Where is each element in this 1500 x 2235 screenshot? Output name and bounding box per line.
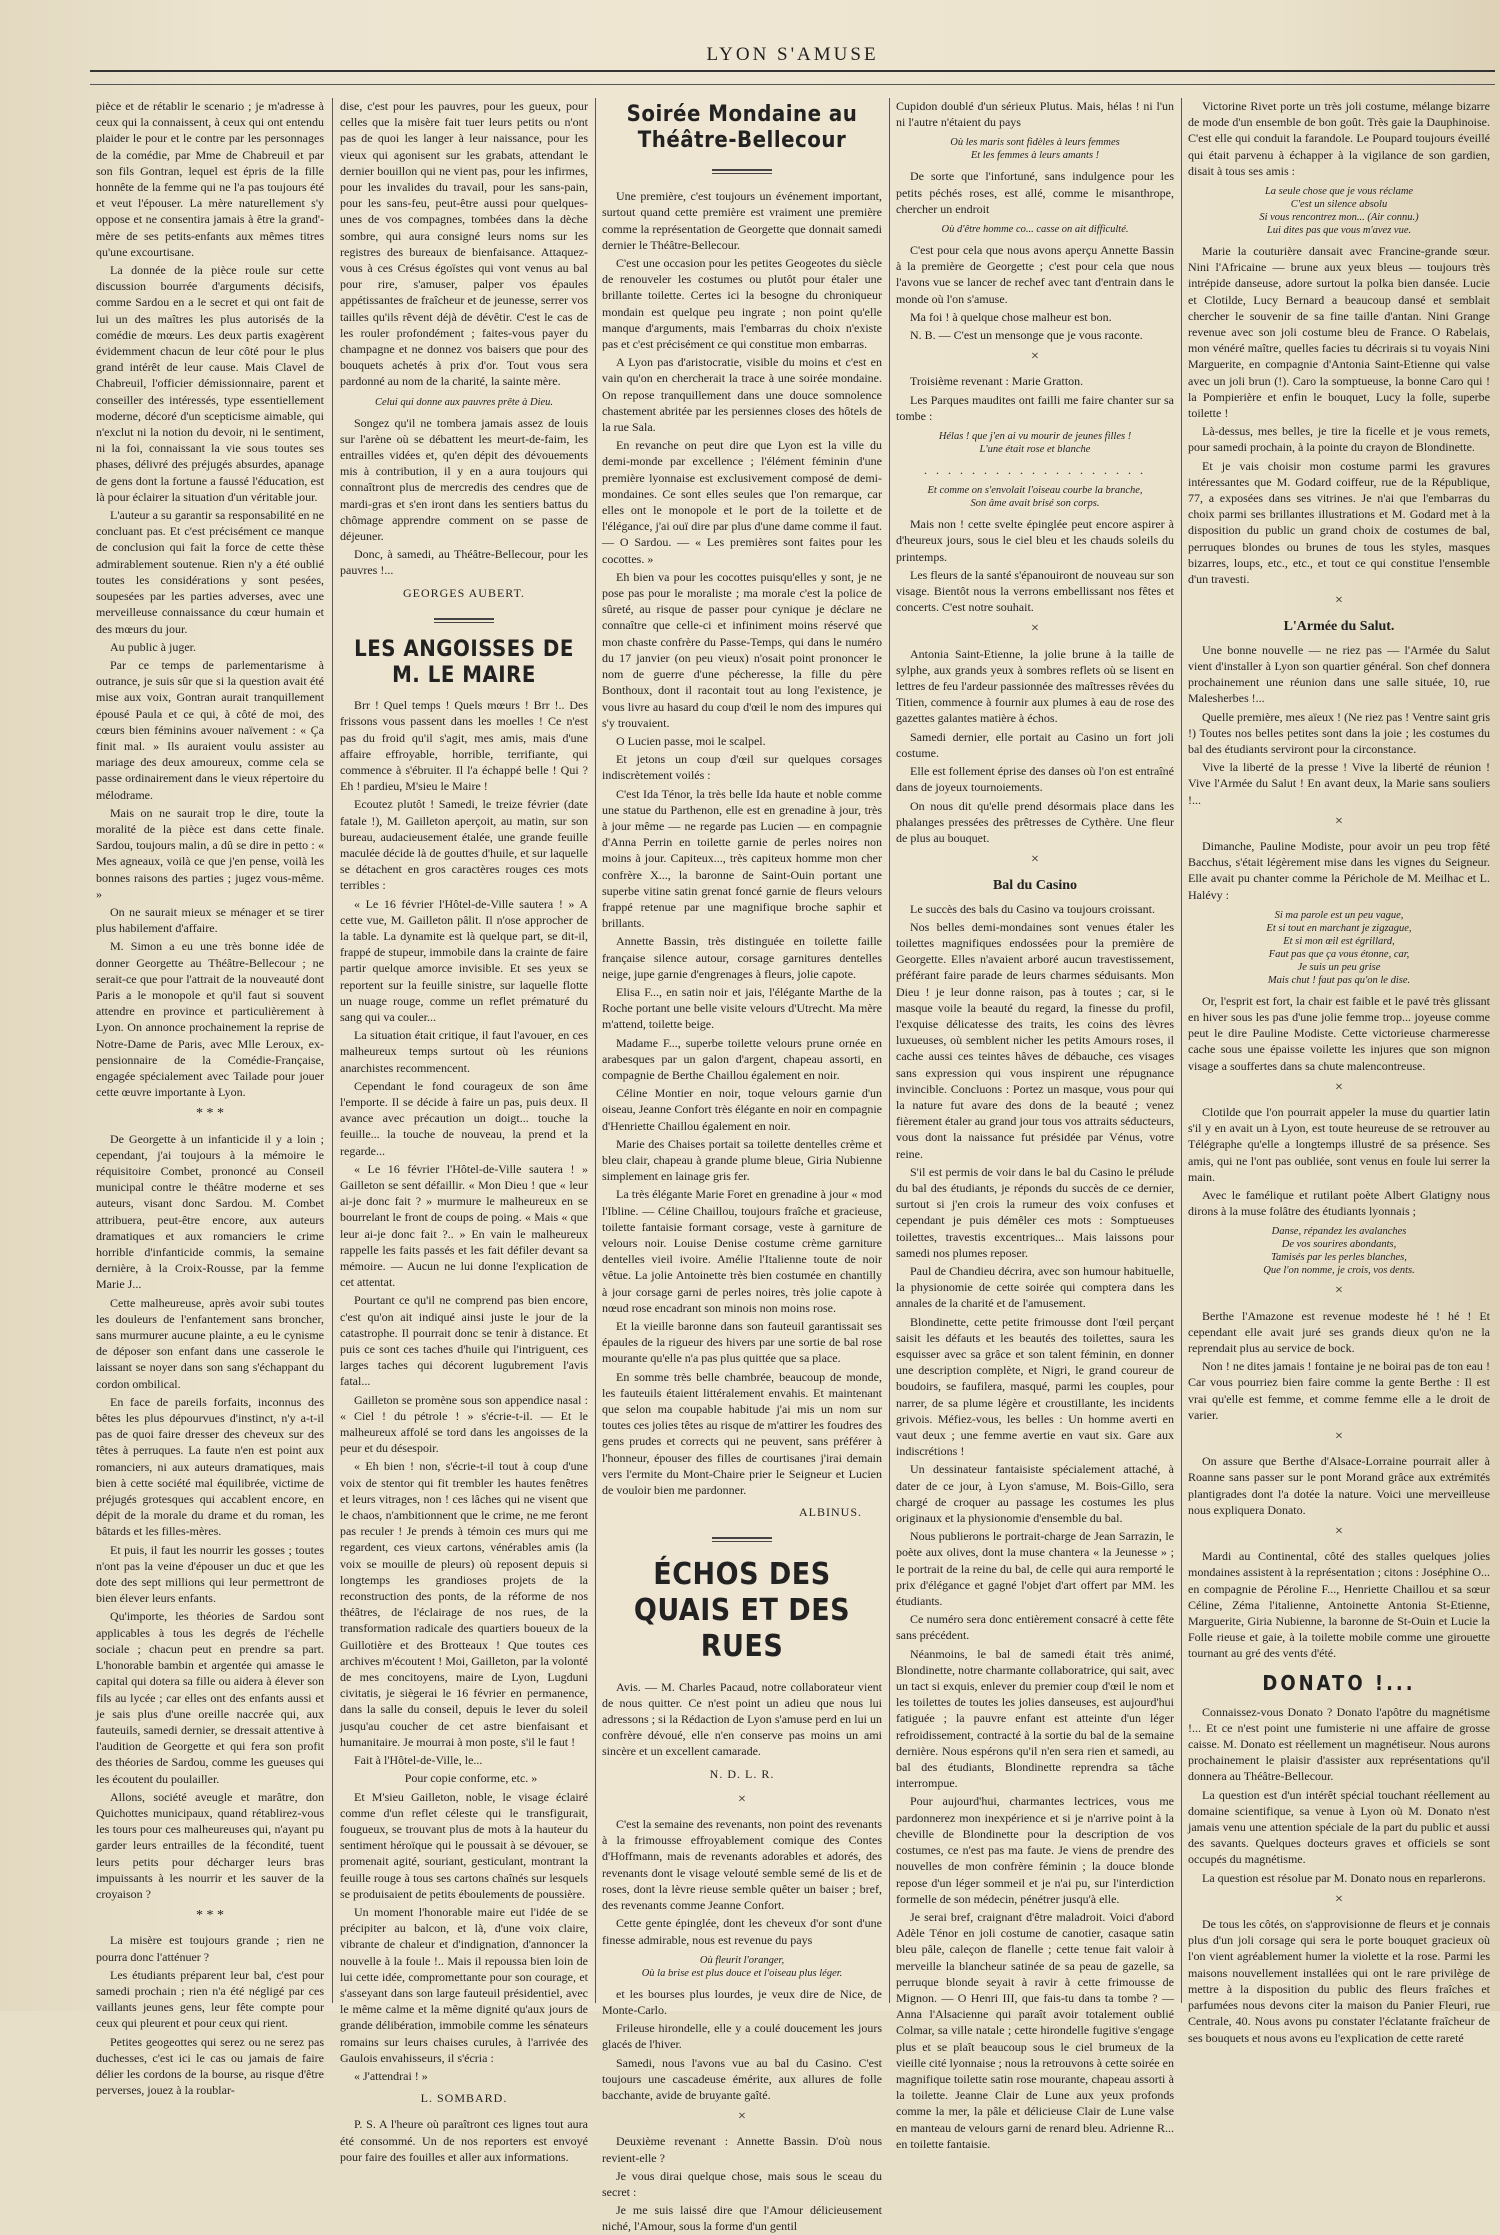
paragraph: De tous les côtés, on s'approvisionne de fleurs et je connais plus d'un joli corsage qui sera le porte bouquet gracieux où l'on vient agréablement humer la violette et la rose. Parmi les maisons nouvellement installées qui ont le rare privilège de mettre à la disposition du public des fleurs fraîches et parfumées nous devons citer la maison du Panier Fleuri, rue Centrale, 40. Nous avons pu constater l'éclatante fraîcheur de ses bouquets et nous avons eu l'explication de cette rareté: [1188, 1917, 1490, 2045]
section-title: DONATO !...: [1262, 1670, 1416, 1695]
section-subtitle: L'Armée du Salut.: [1283, 619, 1395, 635]
paragraph: Elisa F..., en satin noir et jais, l'élégante Marthe de la Roche portant une belle visite velours d'Utrecht. Ma mère m'attend, toilette beige.: [602, 984, 882, 1032]
paragraph: Madame F..., superbe toilette velours prune ornée en arabesques par un galon d'argent, chapeau assorti, en compagnie de Berthe Chaillou également en noir.: [602, 1035, 882, 1082]
section-subtitle: Bal du Casino: [992, 878, 1078, 894]
paragraph: Vive la liberté de la presse ! Vive la liberté de réunion ! Vive l'Armée du Salut ! En avant deux, la Marie sans souliers !...: [1188, 760, 1490, 807]
verse: Danse, répandez les avalanches De vos sourires abondants, Tamisés par les perles blanches, Que l'on nomme, je crois, vos dents.: [1263, 1226, 1415, 1277]
paragraph: En face de pareils forfaits, inconnus des bêtes les plus dépourvues d'instinct, n'y a-t-il pas de quoi faire dresser des cheveux sur des têtes à perruques. La faute n'en est point aux romanciers, ni aux auteurs dramatiques, mais bien à cette société mal équilibrée, victime de préjugés grotesques qui accablent encore, en dépit de la morale du drame et du roman, les bâtards et les filles-mères.: [96, 1394, 324, 1539]
masthead-rule-thin: [90, 84, 1495, 85]
paragraph: Frileuse hirondelle, elle y a coulé doucement les jours glacés de l'hiver.: [602, 2021, 882, 2052]
paragraph: On nous dit qu'elle prend désormais place dans les phalanges pressées des prêtresses de Cythère. Une fleur de plus au bouquet.: [896, 798, 1174, 845]
paragraph: Les Parques maudites ont failli me faire chanter sur sa tombe :: [896, 392, 1174, 423]
editor-signature: N. D. L. R.: [709, 1766, 775, 1781]
verse: Hélas ! que j'en ai vu mourir de jeunes filles ! L'une était rose et blanche: [938, 431, 1132, 456]
paragraph: Quelle première, mes aïeux ! (Ne riez pas ! Ventre saint gris !) Toutes nos belles petites sont dans la joie ; les costumes du bal des étudiants serviront pour la circonstance.: [1188, 709, 1490, 756]
separator-cross: ×: [738, 2109, 746, 2125]
separator-ornament: * * *: [196, 1908, 224, 1924]
paragraph: pièce et de rétablir le scenario ; je m'adresse à ceux qui la connaissent, à ceux qui ont entendu plaider le pour et le contre par les personnages de la comédie, par Mme de Chabreuil et par son fils Gontran, lequel est épris de la fille honnête de la femme qui ne l'a pas toujours été et veut l'épouser. La mère naturellement s'y oppose et ne consentira jamais à être la grand'-mère de ses petits-enfants aux mêmes titres qu'une excourtisane.: [96, 99, 324, 259]
masthead-rule: [90, 70, 1495, 72]
paragraph: Fait à l'Hôtel-de-Ville, le...: [354, 1753, 483, 1768]
paragraph: P. S. A l'heure où paraîtront ces lignes tout aura été consommé. Un de nos reporters est envoyé pour faire des fouilles et aller aux informations.: [340, 2117, 588, 2164]
paragraph: Samedi, nous l'avons vue au bal du Casino. C'est toujours une cascadeuse émérite, aux allures de folle bacchante, avide de bruyante gaîté.: [602, 2055, 882, 2102]
paragraph: Cupidon doublé d'un sérieux Plutus. Mais, hélas ! ni l'un ni l'autre n'étaient du pays: [896, 99, 1174, 130]
paragraph: On assure que Berthe d'Alsace-Lorraine pourrait aller à Roanne sans passer sur le pont Morand grâce aux extrémités plantigrades dont l'a dotée la nature. Voici une merveilleuse nous expliquera Donato.: [1188, 1454, 1490, 1517]
paragraph: Avec le famélique et rutilant poète Albert Glatigny nous dirons à la muse folâtre des étudiants lyonnais ;: [1188, 1187, 1490, 1219]
paragraph: Un dessinateur fantaisiste spécialement attaché, à dater de ce jour, à Lyon s'amuse, M. Bois-Gillo, sera chargé de croquer au passage les costumes les plus originaux et la physionomie d'ensemble du bal.: [896, 1462, 1174, 1526]
paragraph: Victorine Rivet porte un très joli costume, mélange bizarre de mode d'un ensemble de bon goût. Très gaie la Dauphinoise. C'est elle qui conduit la farandole. Le Poupard toujours éveillé qui était parvenu à échapper à la vigilance de son gardien, disait à tous ses amis :: [1188, 99, 1490, 178]
paragraph: C'est la semaine des revenants, non point des revenants à la frimousse effroyablement comique des Contes d'Hoffmann, mais de revenants adorables et adorés, des revenants dont le visage velouté semble semé de lis et de roses, dont la lèvre rieuse semble quêter un baiser ; bref, des revenants comme Jeanne Confort.: [602, 1817, 882, 1913]
paragraph: En somme très belle chambrée, beaucoup de monde, les fauteuils étaient littéralement envahis. Et maintenant que selon ma coupable habitude j'ai mis un nom sur toutes ces jolies têtes au risque de m'attirer les foudres des gens prudes et corrects qui ne peuvent, sans préférer à l'honneur, épouser des filles de courtisanes j'irai demain vers l'ermite du Mont-Chaire prier le Seigneur et Lucien de vouloir bien me pardonner.: [602, 1369, 882, 1498]
paragraph: C'est une occasion pour les petites Geogeotes du siècle de renouveler les costumes ou plutôt pour étaler une brillante toilette. Certes ici la besogne du chroniqueur mondain est quelque peu ingrate ; non point qu'elle manque d'arguments, mais l'embarras du choix n'existe pas et c'est précisément ce qui constitue mon embarras.: [602, 256, 882, 352]
paragraph: Brr ! Quel temps ! Quels mœurs ! Brr !.. Des frissons vous passent dans les moelles ! Ce n'est pas du froid qu'il s'agit, mes amis, mais d'une affaire effroyable, horrible, terrifiante, qui commence à s'ébruiter. Il l'a échappé belle ! Qui ? Eh ! pardieu, M'sieu le Maire !: [340, 698, 588, 794]
paragraph: La misère est toujours grande ; rien ne pourra donc l'atténuer ?: [96, 1933, 324, 1964]
paragraph: Deuxième revenant : Annette Bassin. D'où nous revient-elle ?: [602, 2134, 882, 2165]
separator-cross: ×: [1031, 349, 1039, 365]
paragraph: Je me suis laissé dire que l'Amour délicieusement niché, l'Amour, sous la forme d'un gentil: [602, 2203, 882, 2234]
paragraph: Blondinette, cette petite frimousse dont l'œil perçant saisit les défauts et les beautés des toilettes, saura les esquisser avec sa grâce et son talent féminin, en donner une description complète, et Nigri, le grand coureur de boudoirs, se faufilera, masqué, parmi les couples, pour narrer, de sa plume légère et croustillante, les incidents grivois. Méfiez-vous, les belles : Un homme averti en vaut deux ; une femme avertie en vaut six. Gare aux indiscrétions !: [896, 1314, 1174, 1459]
paragraph: Et la vieille baronne dans son fauteuil garantissait ses épaules de la rigueur des hivers par une sortie de bal rose mourante qu'elle n'a pas plus quittée que sa place.: [602, 1319, 882, 1366]
paragraph: Et puis, il faut les nourrir les gosses ; toutes n'ont pas la veine d'épouser un duc et que les dote des sept millions qui leur permettront de bien élever leurs enfants.: [96, 1542, 324, 1606]
article-title: LES ANGOISSES DE M. LE MAIRE: [354, 637, 574, 689]
paragraph: Qu'importe, les théories de Sardou sont applicables à tous les degrés de l'échelle sociale ; chacun peut en prendre sa part. L'honorable bambin et argentée qui amasse le capital qui dotera sa fille ou aidera à élever son fils au lycée ; car elles ont des enfants aussi et je sais plus d'une oreille naccrée qui, aux fauteuils, samedi dernier, se dressait attentive à l'audition de Georgette et qui fera son profit des théories de Sardou, comme les gueuses qui les écoutent du poulailler.: [96, 1609, 324, 1786]
paragraph: L'auteur a su garantir sa responsabilité en ne concluant pas. Et c'est précisément ce manque de conclusion qui fait la force de cette thèse admirablement soutenue. Rien n'y a été oublié toutes les considérations y sont pesées, soupesées par les parties adverses, avec une merveilleuse connaissance du cœur humain et des mœurs du jour.: [96, 508, 324, 636]
paragraph: Ma foi ! à quelque chose malheur est bon.: [910, 309, 1112, 324]
paragraph: Gailleton se promène sous son appendice nasal : « Ciel ! du pétrole ! » s'écrie-t-il. — Et le malheureux affolé se tord dans les angoisses de la peur et du désespoir.: [340, 1392, 588, 1456]
paragraph: Les fleurs de la santé s'épanouiront de nouveau sur son visage. Bientôt nous la verrons embellissant nos fêtes et concerts. C'est notre souhait.: [896, 567, 1174, 615]
paragraph: Pour aujourd'hui, charmantes lectrices, vous me pardonnerez mon inexpérience et si je n'arrive point à la cheville de Blondinette pour la description de vos costumes, ce n'est pas ma faute. Je viens de prendre des nouvelles de mon confrère féminin ; la douce blonde repose d'un léger sommeil et je n'ai pu, sur l'interdiction formelle de son médecin, pénétrer jusqu'à elle.: [896, 1794, 1174, 1906]
paragraph: La question est d'un intérêt spécial touchant réellement au domaine scientifique, sa venue à Lyon où M. Donato n'est jamais venu une attention spéciale de la part du public et aussi des savants. Quelques docteurs graves et officiels se sont occupés du magnétisme.: [1188, 1787, 1490, 1867]
paragraph: Elle est follement éprise des danses où l'on est entraîné dans de joyeux tournoiements.: [896, 764, 1174, 795]
paragraph: Dimanche, Pauline Modiste, pour avoir un peu trop fêté Bacchus, s'était légèrement mise dans les vignes du Seigneur. Elle avait pu chanter comme la Périchole de M. Meilhac et L. Halévy :: [1188, 838, 1490, 902]
paragraph: « J'attendrai ! »: [354, 2068, 428, 2083]
paragraph: La donnée de la pièce roule sur cette discussion bourrée d'arguments décisifs, comme Sardou en a le secret et qui ont fait de lui un des maîtres les plus autorisés de la comédie de mœurs. Les deux partis exagèrent évidemment chacun de leur côté pour le plus grand intérêt de leur cause. Mais Clavel de Chabreuil, l'officier démissionnaire, parent et conseiller des intéressés, type essentiellement moderne, décoré d'un scepticisme aimable, qui n'exclut ni la notion du devoir, ni le sentiment, ni la foi, connaissant la vie sous toutes ses phases, délivré des préjugés absurdes, apanage de gens dont la fortune a faussé l'éducation, est là pour éclairer la situation d'un véritable jour.: [96, 263, 324, 504]
column-4: [896, 98, 1174, 2151]
paragraph: Le succès des bals du Casino va toujours croissant.: [910, 901, 1155, 916]
paragraph: N. B. — C'est un mensonge que je vous raconte.: [910, 328, 1143, 343]
paragraph: Paul de Chandieu décrira, avec son humour habituelle, la physionomie de cette soirée qui comptera dans les annales de la charité et de l'amusement.: [896, 1263, 1174, 1311]
paragraph: Or, l'esprit est fort, la chair est faible et le pavé très glissant en hiver sous les pas d'une jolie femme trop... joyeuse comme peut le dire Pauline Modiste. Cette victorieuse charmeresse cache sous une épaisse voilette les injures que son mignon visage a souffertes dans sa chute malencontreuse.: [1188, 993, 1490, 1073]
verse: Où d'être homme co... casse on ait difficulté.: [941, 224, 1129, 236]
column-2: [340, 98, 588, 2164]
separator-cross: ×: [1335, 1891, 1343, 1907]
paragraph: La question est résolue par M. Donato nous en reparlerons.: [1202, 1870, 1486, 1885]
column-divider: [889, 98, 890, 2003]
paragraph: Ecoutez plutôt ! Samedi, le treize février (date fatale !), M. Gailleton aperçoit, au matin, sur son bureau, audacieusement étalée, une grande feuille maculée décide là de gouttes d'huile, et sur laquelle se détachent en gros caractères rouges ces mots terribles :: [340, 797, 588, 893]
separator-ornament: [602, 1530, 882, 1546]
paragraph: Cette malheureuse, après avoir subi toutes les douleurs de l'enfantement sans broncher, sans murmurer aucune plainte, a eu le cynisme de déposer son enfant dans une casserole le laissant se noyer dans son sang s'échappant du cordon ombilical.: [96, 1295, 324, 1391]
separator-cross: ×: [1031, 621, 1039, 637]
paragraph: Je vous dirai quelque chose, mais sous le sceau du secret :: [602, 2168, 882, 2199]
paragraph: Marie la couturière dansait avec Francine-grande sœur. Nini l'Africaine — brune aux yeux bleus — toujours très intrépide danseuse, adore surtout la polka bien dansée. Lucie et Clotilde, Lucy Bernard a beaucoup dansé et semblait chercher le souvenir de sa fine taille d'antan. Nini Grange revenue avec son joli costume bleu de France. O Rabelais, mon vénéré maître, quelles facies tu décrirais si tu voyais Nini Marguerite, en compagnie d'Antonia Saint-Etienne qui valse avec un joli brun (!). Caro la somptueuse, la bonne Caro qui ! la Pompierière et enfin le bouquet, Lucy la folle, superbe toilette !: [1188, 244, 1490, 421]
paragraph: et les bourses plus lourdes, je veux dire de Nice, de Monte-Carlo.: [602, 1986, 882, 2017]
paragraph: Un moment l'honorable maire eut l'idée de se précipiter au balcon, et là, d'une voix claire, vibrante de chaleur et d'indignation, d'annoncer la nouvelle à la foule !.. Mais il repoussa bien loin de lui cette idée, compromettante pour son courage, et s'asseyant dans son large fauteuil présidentiel, avec le même calme et la même dignité qu'aux jours de grande délibération, immobile comme les sénateurs romains sur leurs chaises curules, à l'arrivée des Gaulois envahisseurs, il s'écria :: [340, 1904, 588, 2065]
separator-cross: ×: [1335, 593, 1343, 609]
separator-cross: ×: [1335, 1524, 1343, 1540]
paragraph: S'il est permis de voir dans le bal du Casino le prélude du bal des étudiants, je réponds du succès de ce dernier, surtout si j'en crois la rumeur des voix confuses et cependant je puis démêler ces mots : Somptueuses toilettes, travestis excentriques... Mais laissons pour samedi nos plumes reposer.: [896, 1164, 1174, 1260]
paragraph: « Le 16 février l'Hôtel-de-Ville sautera ! » Gailleton se sent défaillir. « Mon Dieu ! que « leur ai-je donc fait ? » murmure le malheureux en se bourrelant le front de coups de poing. « Mais « que leur ai-je donc fait ?.. » En vain le malheureux rappelle les faits passés et les fait défiler devant sa mémoire. — Aucun ne lui donne l'explication de cet attentat.: [340, 1161, 588, 1290]
paragraph: Troisième revenant : Marie Gratton.: [910, 374, 1084, 389]
verse: Et comme on s'envolait l'oiseau courbe la branche, Son âme avait brisé son corps.: [927, 485, 1143, 510]
column-1: [96, 98, 324, 2098]
paragraph: Nous publierons le portrait-charge de Jean Sarrazin, le poète aux olives, dont la muse chantera « la Jeunesse » ; le portrait de la reine du bal, de celle qui aura remporté le prix d'élégance et gagné l'objet d'art offert par MM. les étudiants.: [896, 1529, 1174, 1609]
paragraph: Samedi dernier, elle portait au Casino un fort joli costume.: [896, 729, 1174, 760]
paragraph: Donc, à samedi, au Théâtre-Bellecour, pour les pauvres !...: [340, 547, 588, 578]
paragraph: Les étudiants préparent leur bal, c'est pour samedi prochain ; rien n'a été négligé par ces vaillants jeunes gens, leur fête compte pour ceux qui pleurent et pour ceux qui rient.: [96, 1967, 324, 2031]
paragraph: Songez qu'il ne tombera jamais assez de louis sur l'arène où se débattent les meurt-de-faim, les entrailles vidées et, qu'en dépit des dévouements mis à contribution, il y en a aura toujours qui connaîtront plus de mercredis des cendres que de mardi-gras et s'en iront dans les sentiers battus du chômage apprendre comment on se passe de déjeuner.: [340, 415, 588, 544]
paragraph: De sorte que l'infortuné, sans indulgence pour les petits péchés roses, est allé, comme le misanthrope, chercher un endroit: [896, 169, 1174, 216]
paragraph: Petites geogeottes qui serez ou ne serez pas duchesses, c'est ici le cas ou jamais de faire délier les cordons de la bourse, au risque d'être perverses, jouez à la roublar-: [96, 2034, 324, 2098]
paragraph: Une première, c'est toujours un événement important, surtout quand cette première est vraiment une première comme la représentation de Georgette que donnait samedi dernier le Théâtre-Bellecour.: [602, 189, 882, 252]
paragraph: Allons, société aveugle et marâtre, don Quichottes municipaux, quand rétablirez-vous les tours pour ces malheureuses qui, n'ayant pu garder leurs entrailles de la fécondité, tuent leurs petits pour décharger leurs bras impuissants à les nourrir et les sauver de la croyaison ?: [96, 1789, 324, 1901]
paragraph: Néanmoins, le bal de samedi était très animé, Blondinette, notre charmante collaboratrice, qui sait, avec un tact si exquis, enlever du premier coup d'œil le nom et les toilettes de toutes les jolies danseuses, est aujourd'hui fatiguée ; la pauvre enfant est atteinte d'un léger refroidissement, contracté à la sortie du bal de la semaine dernière. Nous espérons qu'il n'en sera rien et samedi, au bal des étudiants, Blondinette reprendra sa tâche interrompue.: [896, 1646, 1174, 1791]
paragraph: Clotilde que l'on pourrait appeler la muse du quartier latin s'il y en avait un à Lyon, est toute heureuse de se retrouver au Télégraphe qu'elle a longtemps illustré de sa présence. Ses amis, qui ne l'ont pas oubliée, sont venus en foule lui serrer la main.: [1188, 1104, 1490, 1184]
paragraph: C'est Ida Ténor, la très belle Ida haute et noble comme une statue du Parthenon, elle est en grenadine à jour, très à jour même — ne regarde pas Lucien — en compagnie d'Anna Perrin en toilette garnie de perles noires non moins à jour. Capiteux..., très capiteux homme mon cher confrère X..., la baronne de Saint-Ouin portant une superbe vitine satin grenat foncé garnie de fleurs velours frappé retenue par une magnifique broche saphir et brillants.: [602, 786, 882, 931]
verse: La seule chose que je vous réclame C'est un silence absolu Si vous rencontrez mon... (Air connu.) Lui dites pas que vous m'avez vue.: [1259, 186, 1419, 237]
separator-ornament: * * *: [196, 1106, 224, 1122]
paragraph: Marie des Chaises portait sa toilette dentelles crème et bleu clair, chapeau à grande plume bleue, Giria Nubienne simplement en lainage gris fer.: [602, 1136, 882, 1184]
separator-cross: ×: [1335, 1429, 1343, 1444]
article-title: Soirée Mondaine au Théâtre-Bellecour: [626, 102, 858, 153]
quote: Celui qui donne aux pauvres prête à Dieu.: [374, 396, 554, 408]
paragraph: Annette Bassin, très distinguée en toilette faille française silence autour, corsage garnitures dentelles neige, jupe garnie d'engrenages à fleurs, jolie capote.: [602, 934, 882, 981]
section-title: ÉCHOS DES QUAIS ET DES RUES: [633, 1556, 851, 1664]
paragraph: Cependant le fond courageux de son âme l'emporte. Il se décide à faire un pas, puis deux. Il avance avec précaution un doigt... touche la feuille... la touche de nouveau, la prend et la regarde...: [340, 1078, 588, 1158]
paragraph: En revanche on peut dire que Lyon est la ville du demi-monde par excellence ; l'élément féminin d'une première lyonnaise est exclusivement composé de demi-mondaines. Ce sont elles seules que l'on remarque, car elles ont le monopole et le port de la toilette et de l'élégance, j'ai ouï dire par plus d'une dame comme il faut. — O Sardou. — « Les premières sont faites pour les cocottes. »: [602, 438, 882, 566]
paragraph: O Lucien passe, moi le scalpel.: [616, 733, 766, 748]
separator-cross: ×: [738, 1791, 746, 1807]
paragraph: Une bonne nouvelle — ne riez pas — l'Armée du Salut vient d'installer à Lyon son quartier général. Son chef donnera prochainement une réunion dans une salle située, 10, rue Malesherbes !...: [1188, 642, 1490, 706]
paragraph: « Le 16 février l'Hôtel-de-Ville sautera ! » A cette vue, M. Gailleton pâlit. Il n'ose approcher de la table. La dynamite est là quelque part, se dit-il, frappé de stupeur, immobile dans la crainte de faire partir quelque amorce invisible. Et ses yeux se reportent sur la feuille sinistre, sur laquelle flotte un nuage rouge, comme un reflet prématuré du sang qui va couler...: [340, 896, 588, 1024]
paragraph: Avis. — M. Charles Pacaud, notre collaborateur vient de nous quitter. Ce n'est point un adieu que nous lui adressons ; si la Rédaction de Lyon s'amuse perd en lui un confrère dévoué, elle n'en conserve pas moins un ami sincère et un excellent camarade.: [602, 1679, 882, 1759]
paragraph: A Lyon pas d'aristocratie, visible du moins et c'est en vain qu'on en chercherait la trace à une soirée mondaine. On repose tranquillement dans une douce somnolence chastement abritée par les persiennes closes des hôtels de la rue Sala.: [602, 355, 882, 435]
column-divider: [595, 98, 596, 2003]
column-5: [1188, 98, 1490, 2045]
paragraph: Par ce temps de parlementarisme à outrance, je suis sûr que si la question avait été mise aux voix, Gontran aurait tranquillement épousé Paula et ce qui, à côté de moi, des cœurs bien féminins avouer naïvement : « Ça finit mal. » Ils auraient voulu assister au mariage des deux amoureux, comme cela se passe ordinairement dans le vieux répertoire du mélodrame.: [96, 657, 324, 802]
paragraph: Je serai bref, craignant d'être maladroit. Voici d'abord Adèle Ténor en joli costume de canotier, casaque satin bleu pâle, caleçon de flanelle ; cette tenue fait valoir à merveille la blancheur satinée de sa peau de gazelle, sa perruque blonde seyait à ravir à cette frimousse de Mignon. — O Henri III, que fais-tu dans ta tombe ? — Anna l'Alsacienne qui paraît avoir totalement oublié Colmar, sa ville natale ; cette hirondelle fugitive s'engage plus et se plaît beaucoup sous le ciel brumeux de la vieille cité lyonnaise ; nous la retrouvons à cette soirée en magnifique toilette satin rose mourante, chapeau assorti à la toilette. Jeanne Clair de Lune aux yeux profonds comme la mer, la pâle et délicieuse Clair de Lune valse en manteau de velours garni de renard bleu. Adrienne R... en toilette fantaisie.: [896, 1909, 1174, 2151]
author-signature: ALBINUS.: [798, 1505, 862, 1520]
verse: Où fleurit l'oranger, Où la brise est plus douce et l'oiseau plus léger.: [641, 1954, 843, 1979]
paragraph: Et M'sieu Gailleton, noble, le visage éclairé comme d'un reflet céleste qui le transfigurait, fougueux, se trouvant plus de mots à la hauteur du sentiment héroïque qui le poussait à se dévouer, se promenait agité, souriant, gesticulant, montrant la feuille rouge à tous ses cartons chaînés sur lesquels se produisaient de petits éboulements de poussière.: [340, 1789, 588, 1901]
column-divider: [332, 98, 333, 2003]
verse: Si ma parole est un peu vague, Et si tout en marchant je zigzague, Et si mon œil est égrillard, Faut pas que ça vous étonne, car, Je suis un peu grise Mais chut ! faut pas qu'on le dise.: [1266, 909, 1412, 986]
separator-cross: ×: [1335, 813, 1343, 829]
paragraph: Eh bien va pour les cocottes puisqu'elles y sont, je ne pose pas pour le moraliste ; ma morale c'est la police de sûreté, au risque de passer pour cynique je déclare ne connaître que celle-ci et infiniment moins réservé que mon chaste confrère du Passe-Temps, qui dans le numéro du 17 janvier (on peu vieux) n'osait point prononcer le nom de guerre d'une pécheresse, la fille du père Bonthoux, dont il racontait tout au long l'existence, je vous livre au hasard du coup d'œil le nom des impures qui s'y trouvaient.: [602, 569, 882, 730]
separator-cross: ×: [1031, 852, 1039, 868]
paragraph: Ce numéro sera donc entièrement consacré à cette fête sans précédent.: [896, 1612, 1174, 1643]
paragraph: Antonia Saint-Etienne, la jolie brune à la taille de sylphe, aux grands yeux à sombres reflets où se lisent en lettres de feu l'ardeur passionnée des maîtresses rêvées du Titien, commence à fournir aux plumes à eau de rose des gazettes galantes matière à échos.: [896, 646, 1174, 726]
paragraph: De Georgette à un infanticide il y a loin ; cependant, j'ai toujours à la mémoire le réquisitoire Combet, prononcé au Conseil municipal contre le théâtre moderne et ses auteurs, visant donc Sardou. M. Combet attribuera, peut-être encore, aux auteurs dramatiques et aux romanciers le crime horrible d'infanticide commis, la semaine dernière, à la Croix-Rousse, par la femme Marie J...: [96, 1131, 324, 1292]
paragraph: La très élégante Marie Foret en grenadine à jour « mod l'Ibline. — Céline Chaillou, toujours fraîche et gracieuse, toilette fantaisie formant corsage, veste à garniture de velours noir. Louise Denise costume crème garniture dentelles vieil ivoire. Amélie l'Italienne toute de noir vêtue. La jolie Antoinette très bien costumée en chantilly à jour corsage garni de perles noires, très jolie capote à nœud rose encadrant son minois non moins rose.: [602, 1187, 882, 1315]
paragraph: Au public à juger.: [110, 639, 196, 654]
verse: Où les maris sont fidèles à leurs femmes Et les femmes à leurs amants !: [950, 137, 1120, 162]
paragraph: Cette gente épinglée, dont les cheveux d'or sont d'une finesse admirable, nous est revenue du pays: [602, 1916, 882, 1947]
paragraph: C'est pour cela que nous avons aperçu Annette Bassin à la première de Georgette ; c'est pour cela que nous l'avons vue se lancer de rechef avec tant d'entrain dans le monde où l'on s'amuse.: [896, 243, 1174, 306]
paragraph: M. Simon a eu une très bonne idée de donner Georgette au Théâtre-Bellecour ; ne serait-ce que pour l'attrait de la nouveauté dont Paris a le monopole et qu'il faut si souvent attendre en province et particulièrement à Lyon. On annonce prochainement la reprise de Notre-Dame de Paris, avec Mlle Leroux, ex-pensionnaire de la Comédie-Française, engagée spécialement avec Tailade pour jouer cette œuvre importante à Lyon.: [96, 939, 324, 1100]
column-3: [602, 98, 882, 2234]
paragraph: Mais on ne saurait trop le dire, toute la moralité de la pièce est dans cette finale. Sardou, toujours malin, a dû se dire in petto : « Mes agneaux, voilà ce que j'en pense, voilà les bonnes raisons des parties ; jugez vous-même. »: [96, 805, 324, 901]
paragraph: Céline Montier en noir, toque velours garnie d'un oiseau, Jeanne Confort très élégante en noir en compagnie d'Henriette Chaillou également en noir.: [602, 1086, 882, 1133]
paragraph: « Eh bien ! non, s'écrie-t-il tout à coup d'une voix de stentor qui fit trembler les hautes fenêtres et leurs vitrages, non ! ces lâches qui ne visent que le chaos, n'ambitionnent que le crime, ne me feront pas reculer ! Je prends à témoin ces murs qui me regardent, ces vieux cartons, vénérables amis (la voix se mouille de pleurs) où reposent depuis si longtemps les grandioses projets de la reconstruction des ponts, de la réforme de nos théâtres, de l'éclairage de nos rues, de la transformation radicale des quartiers boueux de la Guillotière et des Brotteaux ! Que toutes ces archives m'écoutent ! Moi, Gailleton, par la volonté de mes concitoyens, maire de Lyon, Lugduni civitatis, je siègerai le 16 février en permanence, dans la salle du conseil, depuis le lever du soleil jusqu'au coucher de cet astre bienfaisant et humanitaire. Je mourrai à mon poste, s'il le faut !: [340, 1459, 588, 1749]
paragraph: Non ! ne dites jamais ! fontaine je ne boirai pas de ton eau ! Car vous pourriez bien faire comme la gente Berthe : Il est vrai qu'elle est femme, et comme femme elle a le droit de varier.: [1188, 1359, 1490, 1422]
paragraph: On ne saurait mieux se ménager et se tirer plus habilement d'affaire.: [96, 904, 324, 936]
separator-ornament: [340, 611, 588, 627]
paragraph: Pour copie conforme, etc. »: [404, 1771, 538, 1786]
paragraph: Là-dessus, mes belles, je tire la ficelle et je vous remets, pour samedi prochain, à la pointe du crayon de Blondinette.: [1188, 424, 1490, 455]
paragraph: Nos belles demi-mondaines sont venues étaler les toilettes magnifiques endossées pour la première de Georgette. Elles n'avaient arboré aucun travestissement, préférant faire parade de leurs charmes séduisants. Mon Dieu ! je leur donne raison, pas à toutes ; car, si le masque voile la beauté du regard, la finesse du profil, l'exquise délicatesse des traits, les coins des lèvres luxueuses, où semblent nicher les petits Amours roses, il cache aussi ces teintes hâves de débauche, ces visages sans expression qui vous inspirent une répugnance invincible. Concluons : Portez un masque, vous pour qui la nature fut avare des dons de la beauté ; venez fièrement étaler au grand jour tous vos attraits séducteurs, vous dont la naissance fut présidée par Vénus, votre reine.: [896, 919, 1174, 1161]
masthead-title: LYON S'AMUSE: [706, 44, 879, 65]
separator-ornament: [602, 162, 882, 178]
paragraph: Et je vais choisir mon costume parmi les gravures intéressantes que M. Godard coiffeur, rue de la République, 77, a exposées dans ses vitrines. Je n'ai que l'embarras du choix parmi ses brillantes illustrations et M. Godard met à la disposition du public un grand choix de costumes de bal, perruques blondes ou brunes de tous les styles, masques bizarres, loups, etc., etc., et tout ce qui constitue l'ensemble d'un travesti.: [1188, 458, 1490, 587]
paragraph: La situation était critique, il faut l'avouer, en ces malheureux temps surtout où les réunions anarchistes recommencent.: [340, 1028, 588, 1075]
paragraph: Et jetons un coup d'œil sur quelques corsages indiscrètement voilés :: [602, 752, 882, 783]
paragraph: Connaissez-vous Donato ? Donato l'apôtre du magnétisme !... Et ce n'est point une fumisterie ni une affaire de grosse caisse. M. Donato est réellement un magnétiseur. Nous aurons prochainement le plaisir d'assister aux représentations qu'il donnera au Théâtre-Bellecour.: [1188, 1704, 1490, 1784]
paragraph: Mais non ! cette svelte épinglée peut encore aspirer à d'heureux jours, sous le ciel bleu et les chauds soleils du printemps.: [896, 517, 1174, 564]
author-signature: GEORGES AUBERT.: [402, 585, 526, 600]
paragraph: Berthe l'Amazone est revenue modeste hé ! hé ! Et cependant elle avait juré ses grands dieux qu'on ne la reprendait plus au service de bock.: [1188, 1308, 1490, 1355]
column-divider: [1181, 98, 1182, 2003]
paragraph: Mardi au Continental, côté des stalles quelques jolies mondaines assistent à la représentation ; citons : Joséphine O... en compagnie de Péroline F..., Henriette Chaillou et sa sœur Céline, Zéma l'italienne, Antoinette Antonia St-Etienne, Marguerite, Giria Nubienne, la baronne de St-Ouin et Lucie la Folle rieuse et gaie, à la toilette mobile comme une girouette tournant au gré des vents d'été.: [1188, 1549, 1490, 1661]
paragraph: Pourtant ce qu'il ne comprend pas bien encore, c'est qu'on ait indiqué ainsi juste le jour de la catastrophe. Il pourrait donc se tenir à distance. Et puis ce sont ces taches d'huile qui l'intriguent, ces larges taches qui décorent lugubrement l'avis fatal...: [340, 1293, 588, 1389]
paragraph: dise, c'est pour les pauvres, pour les gueux, pour celles que la misère fait tuer leurs petits ou n'ont pas de quoi les langer à leur naissance, pour les vieux qui agonisent sur les grabats, attendant le dernier bouillon qui ne vient pas, pour les infirmes, pour les invalides du travail, pour les sans-pain, pour les sans-feu, peut-être aussi pour quelques-unes de vos compagnes, tombées dans la dèche sombre, qui aura consigné leurs noms sur les registres des bureaux de bienfaisance. Attaquez-vous à ces Crésus égoïstes qui vont venus au bal pour rire, s'amuser, palper vos épaules appétissantes de fraîcheur et de jeunesse, serrer vos tailles qu'ils rêvent déjà de dévêtir. C'est le cas de les rouler profondément ; faites-vous payer du champagne et ne donnez vos baisers que pour des bouquets achetés à prix d'or. Tout vous sera pardonné au nom de la charité, la sainte mère.: [340, 99, 588, 389]
separator-cross: ×: [1335, 1283, 1343, 1299]
separator-cross: ×: [1335, 1079, 1343, 1095]
author-signature: L. SOMBARD.: [420, 2091, 508, 2106]
ellipsis-line: . . . . . . . . . . . . . . . . . . .: [924, 463, 1146, 478]
